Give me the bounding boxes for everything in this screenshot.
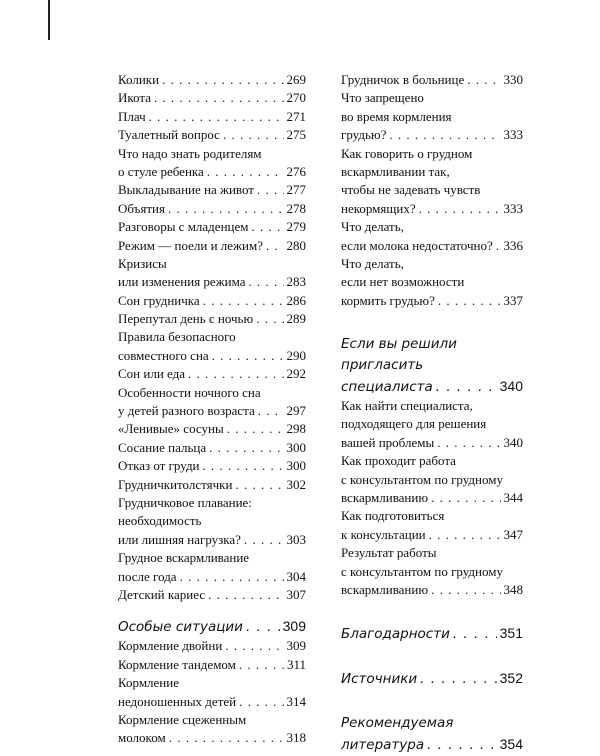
toc-entry-title: некормящих?: [341, 200, 416, 216]
toc-dot-leader: [235, 476, 283, 494]
toc-entry-title: Особенности ночного сна: [118, 384, 261, 400]
toc-right-column: [341, 71, 523, 755]
toc-entry-title: Грудничковое плавание:: [118, 494, 252, 510]
toc-dot-leader: [149, 108, 284, 126]
toc-entry-title: к консультации: [341, 526, 426, 542]
toc-dot-leader: [437, 434, 500, 452]
toc-entry[interactable]: [118, 674, 306, 711]
toc-section-title: Рекомендуемая: [341, 715, 454, 732]
toc-entry-title: Отказ от груди: [118, 458, 200, 474]
toc-entry-title: Кормление: [118, 675, 179, 691]
toc-page-number: 279: [286, 219, 306, 235]
toc-dot-leader: [208, 586, 283, 604]
toc-entry[interactable]: [118, 328, 306, 365]
toc-entry-title: с консультантом по грудному: [341, 471, 503, 487]
toc-entry-title: во время кормления: [341, 108, 452, 124]
toc-page-number: 333: [503, 127, 523, 143]
toc-entry-title: Как говорить о грудном: [341, 145, 473, 161]
toc-entry-title: Детский кариес: [118, 586, 206, 602]
toc-dot-leader: [251, 218, 283, 236]
toc-dot-leader: [467, 71, 500, 89]
toc-entry-title: вскармливанию: [341, 490, 429, 506]
toc-entry-title: если нет возможности: [341, 274, 465, 290]
toc-entry-title: Объятия: [118, 200, 165, 216]
toc-page-number: 297: [286, 403, 306, 419]
toc-page-number: 340: [499, 378, 523, 395]
toc-entry[interactable]: [341, 507, 523, 544]
toc-entry[interactable]: [118, 420, 306, 438]
toc-page-number: 347: [503, 526, 523, 542]
toc-entry-title: Кормление сцеженным: [118, 711, 247, 727]
toc-page-number: 309: [286, 638, 306, 654]
toc-page-number: 354: [499, 736, 523, 753]
toc-entry-title: Перепутал день с ночью: [118, 311, 254, 327]
toc-entry-title: или изменения режима: [118, 274, 246, 290]
toc-dot-leader: [225, 637, 283, 655]
toc-dot-leader: [212, 347, 284, 365]
toc-entry-title: Туалетный вопрос: [118, 127, 220, 143]
toc-dot-leader: [209, 439, 283, 457]
toc-page-number: 337: [503, 292, 523, 308]
toc-entry-title: Грудничкитолстячки: [118, 476, 233, 492]
toc-entry-title: у детей разного возраста: [118, 403, 255, 419]
toc-page-number: 300: [286, 458, 306, 474]
toc-entry-title: Сон или еда: [118, 366, 186, 382]
toc-entry-title: недоношенных детей: [118, 693, 237, 709]
toc-entry-title: Грудное вскармливание: [118, 550, 250, 566]
toc-entry[interactable]: [118, 711, 306, 748]
toc-dot-leader: [431, 489, 500, 507]
toc-dot-leader: [162, 71, 283, 89]
toc-section-title: литература: [341, 737, 425, 754]
toc-dot-leader: [168, 200, 284, 218]
toc-page-number: 307: [286, 586, 306, 602]
toc-page-number: 283: [286, 274, 306, 290]
toc-entry[interactable]: [341, 145, 523, 219]
toc-dot-leader: [223, 126, 284, 144]
toc-section-title: Если вы решили: [341, 336, 457, 353]
toc-entry[interactable]: [118, 145, 306, 182]
toc-entry-title: Как подготовиться: [341, 508, 445, 524]
toc-dot-leader: [256, 310, 283, 328]
toc-dot-leader: [203, 292, 284, 310]
toc-section-title: Особые ситуации: [118, 619, 243, 636]
toc-entry-title: кормить грудью?: [341, 292, 435, 308]
toc-page-number: 352: [499, 670, 523, 687]
toc-entry[interactable]: [341, 452, 523, 507]
toc-entry-title: молоком: [118, 730, 166, 746]
toc-page-number: 303: [286, 531, 306, 547]
toc-entry-title: Грудничок в больнице: [341, 72, 465, 87]
toc-left-column: [118, 71, 306, 748]
toc-page-number: 351: [499, 625, 523, 642]
toc-entry[interactable]: [341, 397, 523, 452]
toc-dot-leader: [258, 402, 284, 420]
toc-entry-title: вскармливании так,: [341, 163, 450, 179]
toc-entry-title: Режим — поели и лежим?: [118, 237, 263, 253]
toc-entry[interactable]: [118, 586, 306, 604]
toc-section-title: Источники: [341, 671, 418, 688]
toc-entry[interactable]: [118, 365, 306, 383]
toc-entry[interactable]: [118, 384, 306, 421]
toc-dot-leader: [389, 126, 500, 144]
toc-page-number: 309: [282, 618, 306, 635]
toc-entry-title: Как проходит работа: [341, 453, 456, 469]
toc-entry-title: если молока недостаточно?: [341, 237, 493, 253]
toc-entry[interactable]: [341, 218, 523, 255]
toc-entry[interactable]: [118, 237, 306, 255]
toc-entry[interactable]: [118, 476, 306, 494]
toc-section-heading[interactable]: [341, 623, 523, 644]
toc-entry[interactable]: [118, 457, 306, 475]
toc-entry[interactable]: [118, 89, 306, 107]
toc-dot-leader: [427, 735, 497, 756]
toc-entry-title: «Ленивые» сосуны: [118, 421, 224, 437]
toc-dot-leader: [207, 163, 284, 181]
toc-dot-leader: [249, 273, 284, 291]
toc-dot-leader: [188, 365, 283, 383]
toc-dot-leader: [420, 669, 496, 690]
toc-dot-leader: [239, 656, 284, 674]
toc-page-number: 298: [286, 421, 306, 437]
toc-entry[interactable]: [118, 126, 306, 144]
toc-page-number: 289: [286, 311, 306, 327]
page-edge-mark: [48, 0, 50, 40]
toc-page-number: 269: [286, 72, 306, 87]
toc-section-title: Благодарности: [341, 626, 450, 643]
toc-section-title: специалиста: [341, 379, 433, 396]
toc-page-number: 336: [503, 237, 523, 253]
toc-dot-leader: [244, 531, 284, 549]
toc-entry[interactable]: [118, 310, 306, 328]
toc-section-heading[interactable]: [341, 334, 523, 397]
toc-dot-leader: [239, 693, 283, 711]
toc-page-number: 333: [503, 200, 523, 216]
toc-entry-title: Кормление двойни: [118, 638, 223, 654]
toc-entry-title: вскармливанию: [341, 581, 429, 597]
toc-dot-leader: [154, 89, 284, 107]
toc-page-number: 330: [503, 72, 523, 87]
toc-entry-title: Что запрещено: [341, 90, 424, 106]
toc-entry-title: Что надо знать родителям: [118, 145, 262, 161]
toc-dot-leader: [266, 237, 284, 255]
toc-entry-title: о стуле ребенка: [118, 163, 204, 179]
toc-entry[interactable]: [118, 549, 306, 586]
toc-page-number: 278: [286, 200, 306, 216]
toc-entry[interactable]: [118, 108, 306, 126]
toc-dot-leader: [429, 526, 501, 544]
toc-dot-leader: [180, 568, 284, 586]
toc-page-number: 270: [286, 90, 306, 106]
toc-entry[interactable]: [118, 439, 306, 457]
toc-entry[interactable]: [341, 544, 523, 599]
toc-page-number: 277: [286, 182, 306, 198]
toc-entry[interactable]: [341, 89, 523, 144]
toc-entry[interactable]: [118, 255, 306, 292]
toc-page-number: 290: [286, 347, 306, 363]
toc-entry[interactable]: [341, 255, 523, 310]
toc-entry-title: чтобы не задевать чувств: [341, 182, 481, 198]
toc-entry-title: Что делать,: [341, 255, 404, 271]
toc-entry-title: или лишняя нагрузка?: [118, 531, 241, 547]
toc-entry-title: Выкладывание на живот: [118, 182, 254, 198]
toc-dot-leader: [453, 624, 497, 645]
toc-dot-leader: [169, 729, 284, 747]
toc-entry-title: после года: [118, 568, 177, 584]
toc-page-number: 314: [286, 693, 306, 709]
toc-dot-leader: [257, 181, 284, 199]
toc-entry-title: грудью?: [341, 127, 387, 143]
toc-page-number: 311: [286, 656, 306, 672]
toc-entry-title: Кормление тандемом: [118, 656, 236, 672]
toc-dot-leader: [438, 292, 501, 310]
toc-entry-title: Что делать,: [341, 219, 404, 235]
toc-page-number: 271: [286, 108, 306, 124]
toc-section-title: пригласить: [341, 357, 424, 374]
toc-page-number: 275: [286, 127, 306, 143]
toc-dot-leader: [431, 581, 500, 599]
toc-entry[interactable]: [118, 292, 306, 310]
toc-entry-title: необходимость: [118, 513, 202, 529]
toc-page-number: 286: [286, 292, 306, 308]
toc-page-number: 280: [286, 237, 306, 253]
toc-entry-title: с консультантом по грудному: [341, 563, 503, 579]
toc-dot-leader: [227, 420, 284, 438]
toc-entry[interactable]: [118, 637, 306, 655]
toc-section-heading[interactable]: [118, 616, 306, 637]
toc-page-number: 304: [286, 568, 306, 584]
toc-page-number: 300: [286, 439, 306, 455]
toc-dot-leader: [419, 200, 501, 218]
toc-entry-title: Сосание пальца: [118, 439, 207, 455]
toc-entry[interactable]: [118, 218, 306, 236]
toc-entry[interactable]: [118, 656, 306, 674]
toc-entry-title: Правила безопасного: [118, 329, 236, 345]
toc-entry[interactable]: [341, 71, 523, 89]
toc-entry-title: Результат работы: [341, 545, 437, 561]
toc-entry-title: совместного сна: [118, 347, 209, 363]
toc-entry[interactable]: [118, 181, 306, 199]
toc-entry-title: Икота: [118, 90, 151, 106]
toc-dot-leader: [203, 457, 284, 475]
toc-section-heading[interactable]: [341, 713, 523, 755]
toc-entry-title: подходящего для решения: [341, 416, 487, 432]
toc-entry-title: Разговоры с младенцем: [118, 219, 249, 235]
toc-entry-title: Кризисы: [118, 255, 167, 271]
toc-page-number: 318: [286, 730, 306, 746]
toc-entry-title: Плач: [118, 108, 146, 124]
toc-entry[interactable]: [118, 200, 306, 218]
toc-dot-leader: [436, 377, 497, 398]
toc-entry[interactable]: [118, 494, 306, 549]
toc-page-number: 344: [503, 490, 523, 506]
toc-page-number: 302: [286, 476, 306, 492]
toc-entry-title: Колики: [118, 72, 160, 87]
toc-entry-title: вашей проблемы: [341, 434, 435, 450]
toc-entry-title: Как найти специалиста,: [341, 398, 473, 414]
toc-entry[interactable]: [118, 71, 306, 89]
toc-page-number: 292: [286, 366, 306, 382]
toc-section-heading[interactable]: [341, 668, 523, 689]
toc-page-number: 348: [503, 581, 523, 597]
toc-page-number: 340: [503, 434, 523, 450]
toc-dot-leader: [246, 617, 280, 638]
toc-entry-title: Сон грудничка: [118, 292, 200, 308]
toc-dot-leader: [496, 237, 501, 255]
toc-page-number: 276: [286, 163, 306, 179]
